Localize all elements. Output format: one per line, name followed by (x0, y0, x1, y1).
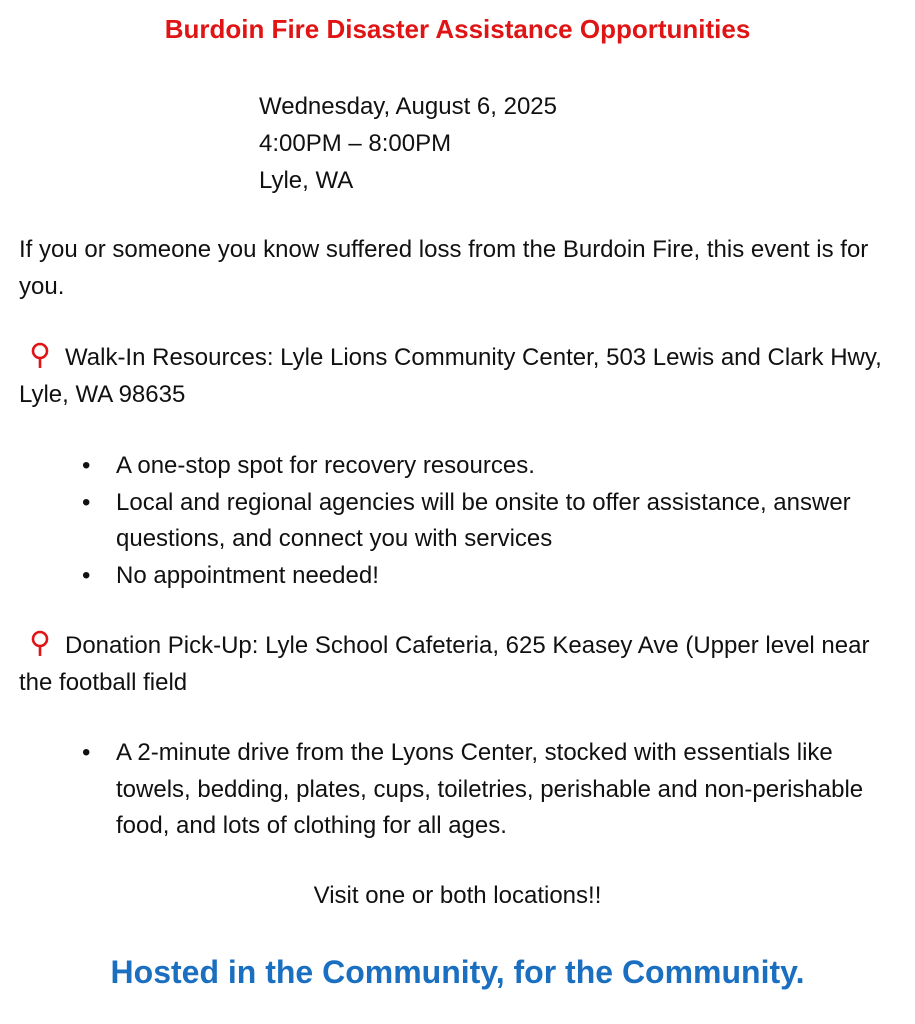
donation-bullets (82, 735, 896, 845)
bullet-text: Local and regional agencies will be onsite to offer assistance, answer questions, and connect you with services (116, 488, 851, 552)
list-item: • A 2-minute drive from the Lyons Center, stocked with essentials like towels, bedding, plates, cups, toiletries, perishable and non-perishable food, and lots of clothing for all ages. (82, 739, 864, 839)
page-title: Burdoin Fire Disaster Assistance Opportunities (164, 14, 751, 44)
visit-note: Visit one or both locations!! (313, 882, 602, 909)
map-pin-icon (27, 630, 53, 656)
event-time: 4:00PM – 8:00PM (259, 130, 452, 157)
list-item: • Local and regional agencies will be onsite to offer assistance, answer questions, and connect you with services (82, 488, 851, 552)
intro-paragraph: If you or someone you know suffered loss from the Burdoin Fire, this event is for you. (19, 236, 869, 300)
bullet-text: A one-stop spot for recovery resources. (116, 452, 535, 479)
footer-tagline: Hosted in the Community, for the Community. (110, 954, 805, 990)
walk-in-bullets (82, 448, 896, 594)
donation-text: Donation Pick-Up: Lyle School Cafeteria, 625 Keasey Ave (Upper level near the football field (19, 632, 870, 696)
bullet-text: No appointment needed! (116, 561, 379, 589)
donation-heading (19, 627, 899, 701)
map-pin-icon (27, 342, 53, 368)
list-item: • No appointment needed! (82, 561, 379, 589)
event-date: Wednesday, August 6, 2025 (259, 93, 557, 120)
event-location: Lyle, WA (259, 167, 354, 194)
list-item: • A one-stop spot for recovery resources. (82, 452, 535, 479)
walk-in-heading (19, 339, 899, 413)
walk-in-text: Walk-In Resources: Lyle Lions Community Center, 503 Lewis and Clark Hwy, Lyle, WA 98635 (19, 344, 882, 408)
bullet-text: A 2-minute drive from the Lyons Center, stocked with essentials like towels, bedding, plates, cups, toiletries, perishable and non-perishable food, and lots of clothing for all ages. (116, 739, 864, 839)
event-info (259, 88, 557, 199)
